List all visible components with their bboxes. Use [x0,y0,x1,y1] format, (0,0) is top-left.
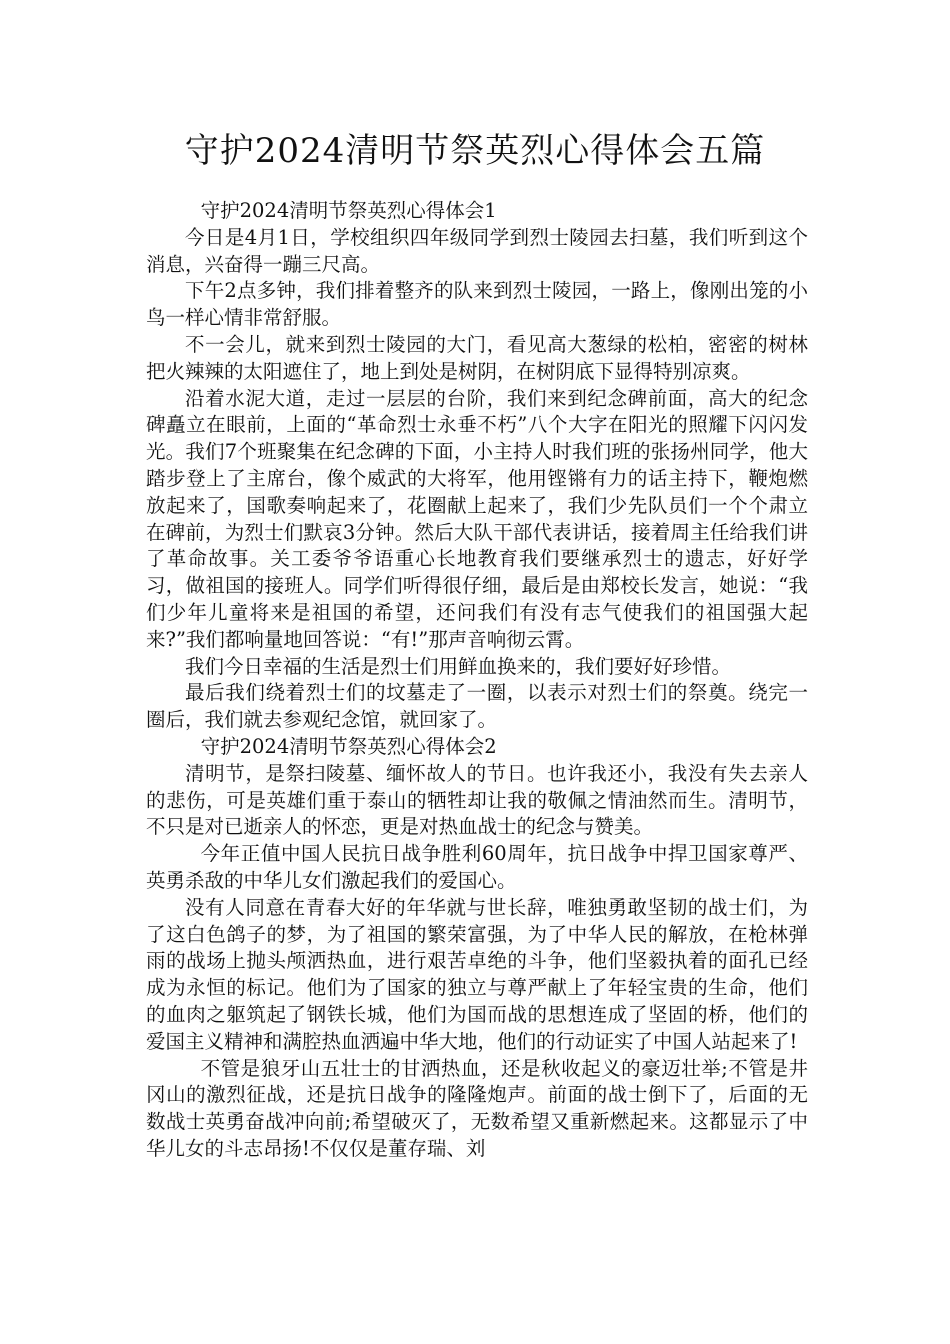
document-body [146,198,808,1163]
paragraph: 最后我们绕着烈士们的坟墓走了一圈，以表示对烈士们的祭奠。绕完一圈后，我们就去参观纪念馆，就回家了。 [146,681,808,732]
paragraph: 我们今日幸福的生活是烈士们用鲜血换来的，我们要好好珍惜。 [185,654,732,678]
document-title: 守护2024清明节祭英烈心得体会五篇 [184,131,766,171]
paragraph: 没有人同意在青春大好的年华就与世长辞，唯独勇敢坚韧的战士们，为了这白色鸽子的梦，为了祖国的繁荣富强，为了中华人民的解放，在枪林弹雨的战场上抛头颅洒热血，进行艰苦卓绝的斗争，他们坚毅执着的面孔已经成为永恒的标记。他们为了国家的独立与尊严献上了年轻宝贵的生命，他们的血肉之躯筑起了钢铁长城，他们为国而战的思想连成了坚固的桥，他们的爱国主义精神和满腔热血洒遍中华大地，他们的行动证实了中国人站起来了! [146,895,808,1053]
paragraph: 不一会儿，就来到烈士陵园的大门，看见高大葱绿的松柏，密密的树林把火辣辣的太阳遮住了，地上到处是树阴，在树阴底下显得特别凉爽。 [146,332,808,383]
section-heading-2: 守护2024清明节祭英烈心得体会2 [200,734,497,758]
paragraph: 今日是4月1日，学校组织四年级同学到烈士陵园去扫墓，我们听到这个消息，兴奋得一蹦三尺高。 [146,225,808,276]
paragraph: 不管是狼牙山五壮士的甘洒热血，还是秋收起义的豪迈壮举;不管是井冈山的激烈征战，还是抗日战争的隆隆炮声。前面的战士倒下了，后面的无数战士英勇奋战冲向前;希望破灭了，无数希望又重新燃起来。这都显示了中华儿女的斗志昂扬!不仅仅是董存瑞、刘 [146,1056,808,1160]
paragraph: 今年正值中国人民抗日战争胜利60周年，抗日战争中捍卫国家尊严、英勇杀敌的中华儿女们激起我们的爱国心。 [146,842,808,892]
paragraph: 清明节，是祭扫陵墓、缅怀故人的节日。也许我还小，我没有失去亲人的悲伤，可是英雄们重于泰山的牺牲却让我的敬佩之情油然而生。清明节，不只是对已逝亲人的怀恋，更是对热血战士的纪念与赞美。 [146,761,808,839]
section-heading-1: 守护2024清明节祭英烈心得体会1 [200,199,497,222]
paragraph: 下午2点多钟，我们排着整齐的队来到烈士陵园，一路上，像刚出笼的小鸟一样心情非常舒服。 [146,279,808,330]
paragraph: 沿着水泥大道，走过一层层的台阶，我们来到纪念碑前面，高大的纪念碑矗立在眼前，上面的“革命烈士永垂不朽”八个大字在阳光的照耀下闪闪发光。我们7个班聚集在纪念碑的下面，小主持人时我们班的张扬州同学，他大踏步登上了主席台，像个威武的大将军，他用铿锵有力的话主持下，鞭炮燃放起来了，国歌奏响起来了，花圈献上起来了，我们少先队员们一个个肃立在碑前，为烈士们默哀3分钟。然后大队干部代表讲话，接着周主任给我们讲了革命故事。关工委爷爷语重心长地教育我们要继承烈士的遗志，好好学习，做祖国的接班人。同学们听得很仔细，最后是由郑校长发言，她说：“我们少年儿童将来是祖国的希望，还问我们有没有志气使我们的祖国强大起来?”我们都响量地回答说：“有!”那声音响彻云霄。 [146,386,808,651]
